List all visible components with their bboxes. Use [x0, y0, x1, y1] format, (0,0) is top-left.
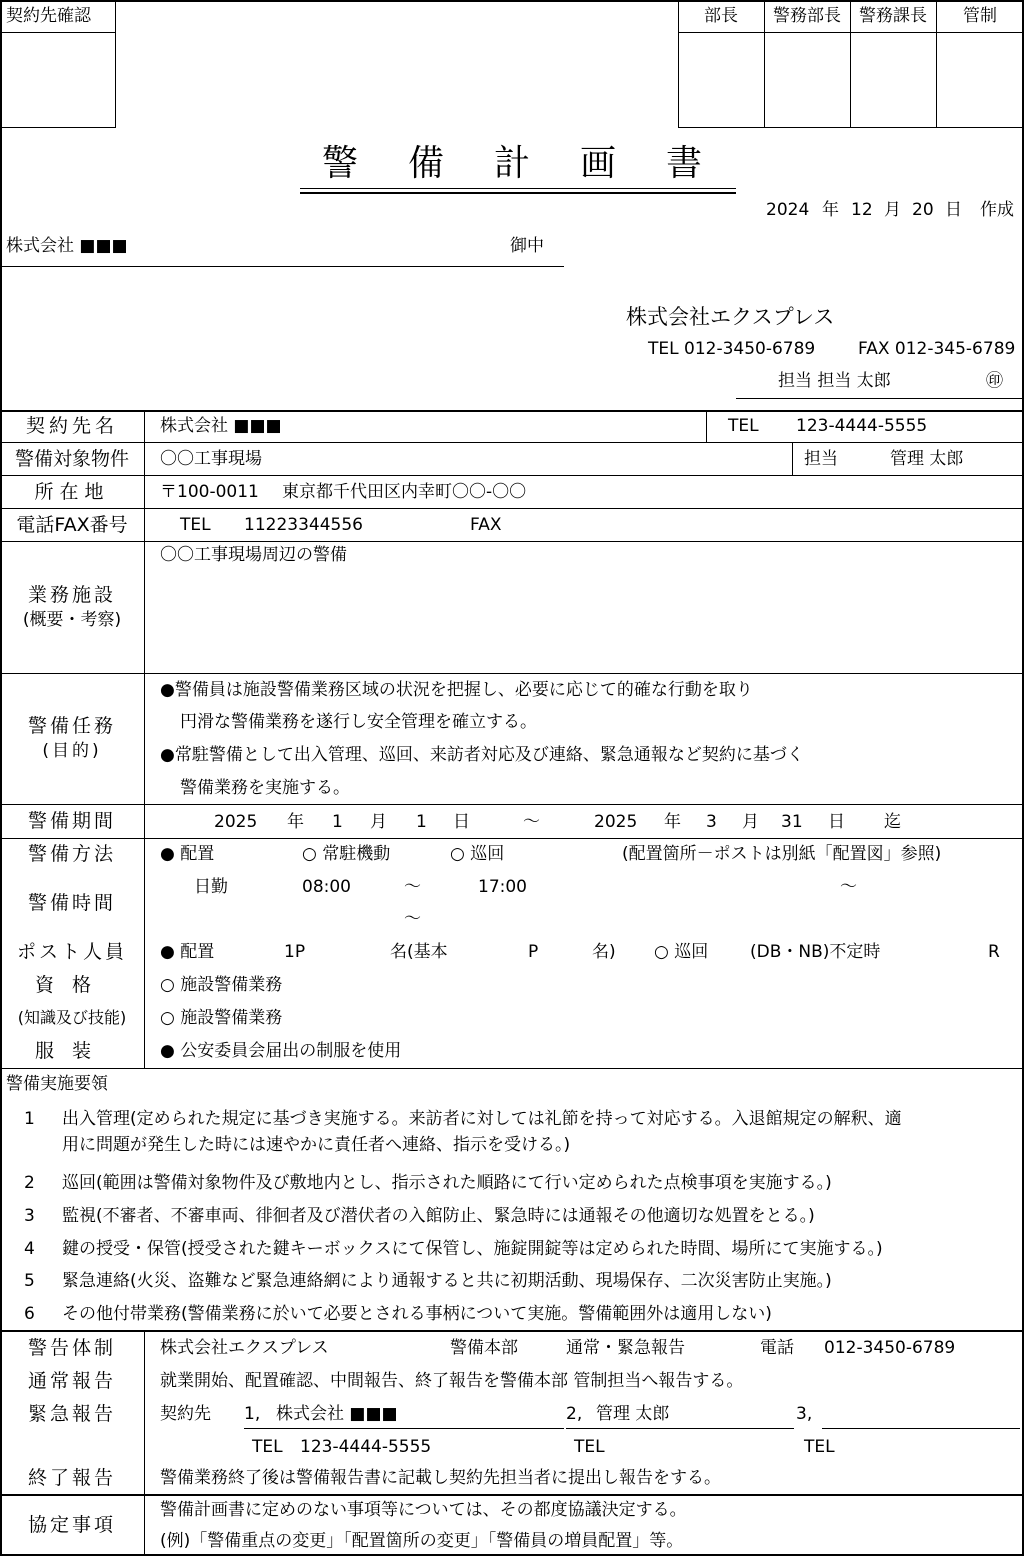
period-end-month: 3	[706, 812, 717, 832]
title-underline	[300, 192, 736, 194]
period-day-unit: 日	[828, 812, 845, 832]
agreement-line-2: (例)「警備重点の変更」「配置箇所の変更」「警備員の増員配置」等。	[160, 1531, 684, 1551]
procedure-6: その他付帯業務(警備業務に於いて必要とされる事柄について実施。警備範囲外は適用しない)	[62, 1304, 772, 1324]
divider	[0, 673, 1024, 674]
post-count: 1P	[284, 942, 306, 962]
mission-line-3: ●常駐警備として出入管理、巡回、来訪者対応及び連絡、緊急通報など契約に基づく	[160, 745, 804, 765]
period-end-year: 2025	[594, 812, 638, 832]
label-address: 所在地	[34, 481, 110, 503]
date-month: 12	[851, 200, 873, 220]
emergency-contact-2-number: 2,	[566, 1404, 583, 1424]
issuer-underline	[736, 398, 1024, 399]
post-p: P	[528, 942, 539, 962]
emergency-underline	[566, 1428, 794, 1429]
emergency-contact-1-number: 1,	[244, 1404, 261, 1424]
emergency-underline	[244, 1428, 564, 1429]
divider	[0, 838, 1024, 839]
procedure-number: 3	[24, 1206, 35, 1226]
procedures-heading: 警備実施要領	[6, 1074, 108, 1094]
procedure-number: 1	[24, 1109, 35, 1129]
title-char-1: 警	[322, 143, 359, 184]
normal-report-text: 就業開始、配置確認、中間報告、終了報告を警備本部 管制担当へ報告する。	[160, 1371, 744, 1391]
telfax-fax-label: FAX	[470, 515, 502, 535]
mission-line-2: 円滑な警備業務を遂行し安全管理を確立する。	[180, 712, 537, 732]
emergency-tel-label-1: TEL	[252, 1437, 283, 1457]
issuer-person: 担当 担当 太郎	[778, 371, 891, 391]
date-year: 2024	[766, 200, 810, 220]
divider	[0, 541, 1024, 542]
period-month-unit: 月	[370, 812, 387, 832]
divider	[0, 1068, 1024, 1069]
alert-company: 株式会社エクスプレス	[160, 1338, 329, 1358]
divider	[0, 32, 116, 33]
procedure-number: 2	[24, 1173, 35, 1193]
post-name-basic: 名(基本	[390, 942, 448, 962]
period-year-unit: 年	[664, 812, 681, 832]
label-mission: 警備任務	[27, 715, 116, 737]
hours-start: 08:00	[302, 877, 351, 897]
label-duty-facility: 業務施設	[27, 584, 116, 606]
qualification-2: ○ 施設警備業務	[160, 1008, 283, 1028]
recipient-honorific: 御中	[510, 236, 544, 256]
seal-stamp: ㊞	[986, 371, 1003, 391]
post-option-patrol: ○ 巡回	[654, 942, 709, 962]
title-underline	[300, 188, 736, 189]
divider	[0, 442, 1024, 443]
hours-end: 17:00	[478, 877, 527, 897]
label-mission-sub: (目的)	[42, 741, 102, 761]
label-qualification: 資格	[34, 974, 109, 996]
procedure-1-line-1: 出入管理(定められた規定に基づき実施する。来訪者に対しては礼節を持って対応する。入退館規定の解釈、適	[62, 1109, 902, 1129]
divider	[0, 804, 1024, 805]
label-emergency-report: 緊急報告	[27, 1403, 116, 1425]
title-char-3: 計	[494, 143, 531, 184]
date-day: 20	[912, 200, 934, 220]
procedure-number: 5	[24, 1271, 35, 1291]
title-char-5: 書	[666, 143, 703, 184]
label-contract: 契約先名	[25, 415, 118, 437]
issuer-fax: FAX 012-345-6789	[858, 339, 1016, 359]
period-until: 迄	[884, 812, 901, 832]
label-uniform: 服装	[34, 1040, 109, 1062]
method-option-mobile: ○ 常駐機動	[302, 844, 391, 864]
telfax-tel-label: TEL	[180, 515, 211, 535]
recipient-name: 株式会社 ■■■	[6, 236, 128, 256]
hours-tilde-2: ～	[840, 877, 857, 897]
hours-tilde: ～	[404, 877, 421, 897]
label-telfax: 電話FAX番号	[16, 514, 128, 536]
address-postal: 〒100-0011	[160, 482, 259, 502]
procedure-5: 緊急連絡(火災、盗難など緊急連絡網により通報すると共に初期活動、現場保存、二次災害防止実施。)	[62, 1271, 832, 1291]
recipient-underline	[0, 266, 564, 267]
divider	[0, 1494, 1024, 1496]
contract-check-label: 契約先確認	[6, 6, 91, 26]
alert-dept: 警備本部	[450, 1338, 518, 1358]
method-option-placement: ● 配置	[160, 844, 215, 864]
date-day-unit: 日	[945, 200, 962, 220]
post-r: R	[988, 942, 1000, 962]
property-person: 管理 太郎	[890, 449, 964, 469]
procedure-3: 監視(不審者、不審車両、徘徊者及び潜伏者の入館防止、緊急時には通報その他適切な処置をとる。)	[62, 1206, 815, 1226]
title-char-4: 画	[580, 143, 617, 184]
label-agreement: 協定事項	[27, 1514, 116, 1536]
contract-tel-label: TEL	[728, 416, 759, 436]
emergency-underline	[822, 1428, 1020, 1429]
label-alert: 警告体制	[27, 1337, 116, 1359]
contract-tel: 123-4444-5555	[796, 416, 928, 436]
divider	[0, 1330, 1024, 1332]
divider	[0, 508, 1024, 509]
period-month-unit: 月	[742, 812, 759, 832]
method-note: (配置箇所－ポストは別紙「配置図」参照)	[622, 844, 942, 864]
emergency-contact-3-number: 3,	[796, 1404, 813, 1424]
hours-tilde-3: ～	[404, 909, 421, 929]
property-name: 〇〇工事現場	[160, 449, 262, 469]
label-hours: 警備時間	[27, 892, 116, 914]
emergency-tel-label-2: TEL	[574, 1437, 605, 1457]
emergency-prefix: 契約先	[160, 1404, 211, 1424]
period-start-year: 2025	[214, 812, 258, 832]
label-method: 警備方法	[27, 843, 116, 865]
mission-line-4: 警備業務を実施する。	[180, 778, 350, 798]
divider	[0, 475, 1024, 476]
method-option-patrol: ○ 巡回	[450, 844, 505, 864]
facility-text: 〇〇工事現場周辺の警備	[160, 545, 347, 565]
emergency-tel-label-3: TEL	[804, 1437, 835, 1457]
procedure-1-line-2: 用に問題が発生した時には速やかに責任者へ連絡、指示を受ける。)	[62, 1135, 571, 1155]
issuer-company: 株式会社エクスプレス	[626, 305, 835, 329]
label-column-divider	[144, 1330, 145, 1556]
contract-name: 株式会社 ■■■	[160, 416, 282, 436]
emergency-contact-1: 株式会社 ■■■	[276, 1404, 398, 1424]
address-text: 東京都千代田区内幸町〇〇-〇〇	[282, 482, 527, 502]
period-day-unit: 日	[453, 812, 470, 832]
hours-label: 日勤	[194, 877, 228, 897]
procedure-number: 4	[24, 1239, 35, 1259]
approval-header-manager: 部長	[704, 6, 738, 26]
procedure-4: 鍵の授受・保管(授受された鍵キーボックスにて保管し、施錠開錠等は定められた時間、場所にて実施する。)	[62, 1239, 883, 1259]
divider	[792, 442, 793, 475]
label-end-report: 終了報告	[27, 1467, 116, 1489]
alert-tel-label: 電話	[760, 1338, 794, 1358]
label-normal-report: 通常報告	[27, 1370, 116, 1392]
post-name-close: 名)	[592, 942, 616, 962]
divider	[706, 410, 707, 442]
label-qualification-sub: (知識及び技能)	[17, 1008, 127, 1027]
mission-line-1: ●警備員は施設警備業務区域の状況を把握し、必要に応じて的確な行動を取り	[160, 680, 753, 700]
approval-header-security-manager: 警務部長	[773, 6, 841, 26]
label-column-divider	[144, 410, 145, 1068]
approval-header-section-chief: 警務課長	[859, 6, 927, 26]
qualification-1: ○ 施設警備業務	[160, 975, 283, 995]
procedure-2: 巡回(範囲は警備対象物件及び敷地内とし、指示された順路にて行い定められた点検事項を実施する。)	[62, 1173, 832, 1193]
alert-tel: 012-3450-6789	[824, 1338, 956, 1358]
divider	[0, 410, 1024, 412]
period-end-day: 31	[781, 812, 803, 832]
agreement-line-1: 警備計画書に定めのない事項等については、その都度協議決定する。	[160, 1500, 687, 1520]
period-year-unit: 年	[287, 812, 304, 832]
property-person-label: 担当	[804, 449, 838, 469]
post-option-placement: ● 配置	[160, 942, 215, 962]
label-post: ポスト人員	[16, 941, 127, 963]
post-dbnb: (DB・NB)不定時	[750, 942, 881, 962]
issuer-tel: TEL 012-3450-6789	[648, 339, 816, 359]
label-property: 警備対象物件	[14, 448, 129, 470]
emergency-tel-1: 123-4444-5555	[300, 1437, 432, 1457]
date-month-unit: 月	[884, 200, 901, 220]
divider	[678, 32, 1024, 33]
procedure-number: 6	[24, 1304, 35, 1324]
period-tilde: ～	[523, 812, 540, 832]
date-suffix: 作成	[980, 200, 1014, 220]
title-char-2: 備	[408, 143, 445, 184]
alert-type: 通常・緊急報告	[566, 1338, 685, 1358]
emergency-contact-2: 管理 太郎	[596, 1404, 670, 1424]
period-start-month: 1	[332, 812, 343, 832]
approval-header-control: 管制	[963, 6, 997, 26]
telfax-tel: 11223344556	[244, 515, 363, 535]
uniform-text: ● 公安委員会届出の制服を使用	[160, 1041, 402, 1061]
label-period: 警備期間	[27, 810, 116, 832]
date-year-unit: 年	[822, 200, 839, 220]
label-duty-facility-sub: (概要・考察)	[22, 610, 122, 630]
end-report-text: 警備業務終了後は警備報告書に記載し契約先担当者に提出し報告をする。	[160, 1468, 721, 1488]
period-start-day: 1	[416, 812, 427, 832]
